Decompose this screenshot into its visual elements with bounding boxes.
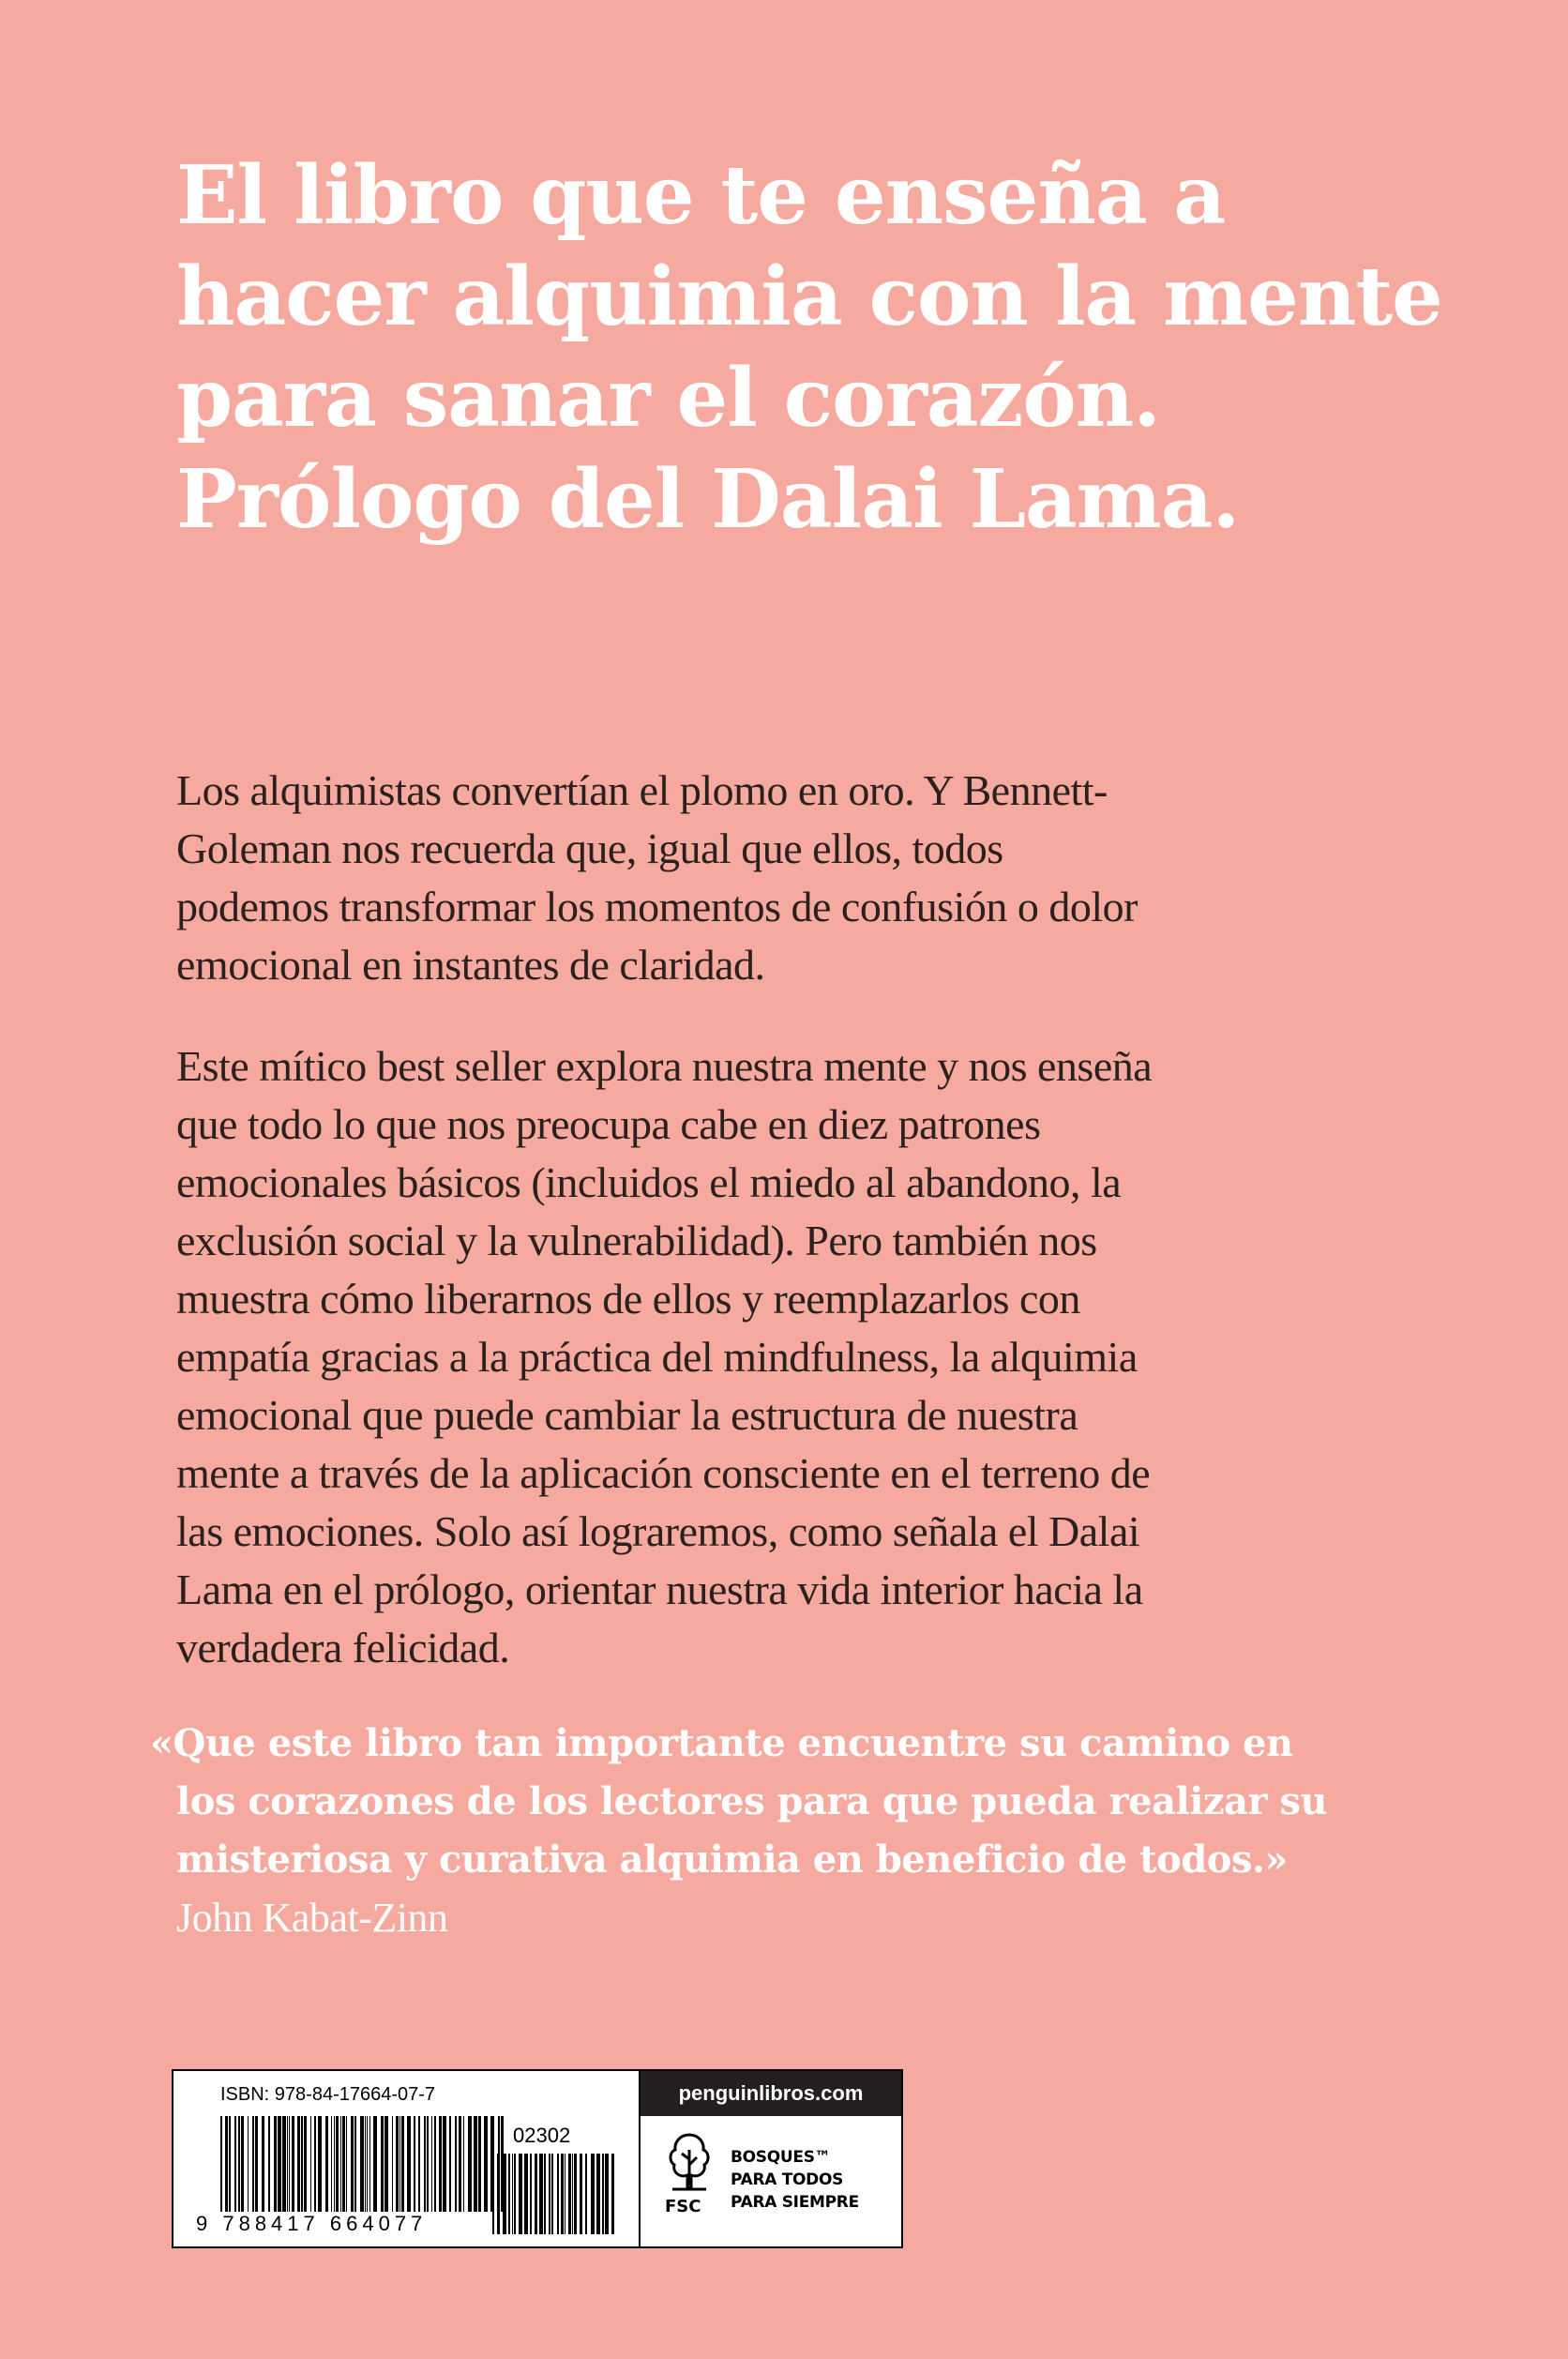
barcode-bar bbox=[310, 2116, 311, 2212]
publisher-area bbox=[639, 2071, 901, 2246]
synopsis bbox=[176, 762, 1395, 1720]
price-code-label: 02302 bbox=[513, 2124, 571, 2147]
addon-barcode-icon bbox=[492, 2154, 614, 2234]
quote-author: John Kabat-Zinn bbox=[176, 1895, 448, 1941]
headline-line: hacer alquimia con la mente bbox=[176, 250, 1442, 344]
barcode-bar bbox=[431, 2116, 432, 2212]
barcode-bar bbox=[611, 2154, 614, 2234]
barcode-bar bbox=[439, 2116, 442, 2212]
fsc-tagline bbox=[731, 2146, 859, 2214]
text-line: Este mítico best seller explora nuestra mente y nos enseña bbox=[176, 1042, 1153, 1090]
barcode-bar bbox=[407, 2116, 411, 2212]
barcode-bar bbox=[574, 2154, 577, 2234]
barcode-bar bbox=[289, 2116, 290, 2212]
barcode-bar bbox=[234, 2116, 236, 2212]
barcode-bar bbox=[497, 2154, 500, 2234]
barcode-bar bbox=[418, 2116, 420, 2212]
barcode-bar bbox=[255, 2116, 258, 2212]
fsc-label: FSC bbox=[665, 2197, 701, 2216]
barcode-bar bbox=[248, 2116, 249, 2212]
barcode-bar bbox=[561, 2154, 564, 2234]
text-line: Lama en el prólogo, orientar nuestra vida interior hacia la bbox=[176, 1565, 1143, 1613]
barcode-bar bbox=[287, 2116, 288, 2212]
barcode-bar bbox=[602, 2154, 604, 2234]
barcode-bar bbox=[424, 2116, 426, 2212]
headline bbox=[176, 145, 1527, 551]
barcode-bar bbox=[539, 2154, 543, 2234]
tagline-line: BOSQUES™ bbox=[731, 2148, 831, 2167]
barcode-bar bbox=[591, 2154, 595, 2234]
barcode-bar bbox=[557, 2154, 559, 2234]
headline-line: Prólogo del Dalai Lama. bbox=[176, 452, 1240, 547]
barcode-bar bbox=[351, 2116, 354, 2212]
text-line: emocionales básicos (incluidos el miedo al abandono, la bbox=[176, 1158, 1122, 1206]
barcode-bar bbox=[342, 2116, 345, 2212]
barcode-bar bbox=[572, 2154, 573, 2234]
tagline-line: PARA TODOS bbox=[731, 2170, 844, 2189]
barcode-bar bbox=[369, 2116, 370, 2212]
barcode-bar bbox=[220, 2116, 222, 2212]
barcode-bar bbox=[331, 2116, 332, 2212]
barcode-bar bbox=[252, 2116, 254, 2212]
barcode-bar bbox=[443, 2116, 446, 2212]
barcode-bar bbox=[304, 2116, 307, 2212]
barcode-bar bbox=[292, 2116, 294, 2212]
text-line: verdadera felicidad. bbox=[176, 1624, 510, 1671]
barcode-bar bbox=[225, 2116, 228, 2212]
barcode-bar bbox=[596, 2154, 600, 2234]
text-line: Los alquimistas convertían el plomo en oro. Y Bennett- bbox=[176, 766, 1108, 814]
isbn-barcode-icon bbox=[220, 2116, 505, 2212]
tagline-line: PARA SIEMPRE bbox=[731, 2193, 859, 2212]
barcode-bar bbox=[340, 2116, 341, 2212]
quote-line: «Que este libro tan importante encuentre su camino en bbox=[150, 1721, 1293, 1765]
synopsis-paragraph-2 bbox=[176, 1037, 1395, 1677]
text-line: muestra cómo liberarnos de ellos y reemplazarlos con bbox=[176, 1275, 1080, 1323]
barcode-bar bbox=[468, 2116, 472, 2212]
text-line: que todo lo que nos preocupa cabe en diez patrones bbox=[176, 1100, 1041, 1148]
barcode-bar bbox=[373, 2116, 377, 2212]
barcode-bar bbox=[519, 2154, 522, 2234]
barcode-bar bbox=[384, 2116, 388, 2212]
barcode-bar bbox=[360, 2116, 364, 2212]
barcode-bar bbox=[478, 2116, 481, 2212]
barcode-bar bbox=[367, 2116, 368, 2212]
text-line: podemos transformar los momentos de confusión o dolor bbox=[176, 883, 1138, 930]
barcode-bar bbox=[455, 2116, 457, 2212]
barcode-bar bbox=[238, 2116, 240, 2212]
barcode-bar bbox=[396, 2116, 399, 2212]
barcode-bar bbox=[459, 2116, 461, 2212]
barcode-bar bbox=[262, 2116, 264, 2212]
barcode-bar bbox=[282, 2116, 286, 2212]
barcode-bar bbox=[301, 2116, 303, 2212]
barcode-bar bbox=[241, 2116, 244, 2212]
barcode-bar bbox=[314, 2116, 316, 2212]
barcode-bar bbox=[278, 2116, 281, 2212]
barcode-bar bbox=[365, 2116, 366, 2212]
text-line: exclusión social y la vulnerabilidad). Pero también nos bbox=[176, 1217, 1097, 1264]
barcode-bar bbox=[568, 2154, 571, 2234]
barcode-panel bbox=[172, 2069, 903, 2248]
barcode-bar bbox=[325, 2116, 328, 2212]
synopsis-paragraph-1 bbox=[176, 762, 1395, 994]
text-line: mente a través de la aplicación consciente en el terreno de bbox=[176, 1449, 1151, 1497]
barcode-area bbox=[173, 2071, 639, 2246]
barcode-bar bbox=[580, 2154, 582, 2234]
barcode-bar bbox=[605, 2154, 609, 2234]
fsc-tree-icon bbox=[667, 2131, 712, 2193]
barcode-bar bbox=[229, 2116, 231, 2212]
text-line: emocional en instantes de claridad. bbox=[176, 941, 765, 989]
barcode-bar bbox=[551, 2154, 553, 2234]
barcode-bar bbox=[336, 2116, 339, 2212]
blurb-quote bbox=[150, 1715, 1482, 1889]
text-line: empatía gracias a la práctica del mindfulness, la alquimia bbox=[176, 1333, 1138, 1381]
barcode-bar bbox=[297, 2116, 300, 2212]
text-line: las emociones. Solo así lograremos, como señala el Dalai bbox=[176, 1507, 1140, 1555]
barcode-bar bbox=[381, 2116, 384, 2212]
barcode-bar bbox=[414, 2116, 415, 2212]
publisher-website: penguinlibros.com bbox=[641, 2071, 901, 2116]
barcode-bar bbox=[514, 2154, 516, 2234]
barcode-bar bbox=[463, 2116, 464, 2212]
barcode-bar bbox=[268, 2116, 270, 2212]
barcode-bar bbox=[549, 2154, 550, 2234]
barcode-bar bbox=[535, 2154, 537, 2234]
barcode-bar bbox=[427, 2116, 429, 2212]
barcode-bar bbox=[484, 2116, 488, 2212]
barcode-digits: 9 788417 664077 bbox=[196, 2212, 428, 2235]
barcode-bar bbox=[530, 2154, 532, 2234]
barcode-bar bbox=[346, 2116, 347, 2212]
text-line: emocional que puede cambiar la estructura de nuestra bbox=[176, 1391, 1078, 1439]
barcode-bar bbox=[334, 2116, 335, 2212]
barcode-bar bbox=[449, 2116, 451, 2212]
barcode-bar bbox=[544, 2154, 546, 2234]
quote-line: los corazones de los lectores para que pueda realizar su bbox=[176, 1779, 1328, 1823]
barcode-bar bbox=[585, 2154, 587, 2234]
barcode-bar bbox=[512, 2154, 513, 2234]
headline-line: El libro que te enseña a bbox=[176, 148, 1226, 243]
barcode-bar bbox=[318, 2116, 322, 2212]
barcode-bar bbox=[524, 2154, 528, 2234]
barcode-bar bbox=[503, 2154, 506, 2234]
barcode-bar bbox=[492, 2154, 494, 2234]
barcode-bar bbox=[401, 2116, 404, 2212]
isbn-label: ISBN: 978-84-17664-07-7 bbox=[220, 2084, 436, 2105]
barcode-bar bbox=[354, 2116, 356, 2212]
barcode-bar bbox=[474, 2116, 477, 2212]
barcode-bar bbox=[274, 2116, 277, 2212]
barcode-bar bbox=[434, 2116, 436, 2212]
quote-line: misteriosa y curativa alquimia en beneficio de todos.» bbox=[176, 1837, 1288, 1882]
barcode-bar bbox=[392, 2116, 393, 2212]
text-line: Goleman nos recuerda que, igual que ellos, todos bbox=[176, 824, 1003, 872]
headline-line: para sanar el corazón. bbox=[176, 351, 1161, 446]
barcode-bar bbox=[508, 2154, 510, 2234]
